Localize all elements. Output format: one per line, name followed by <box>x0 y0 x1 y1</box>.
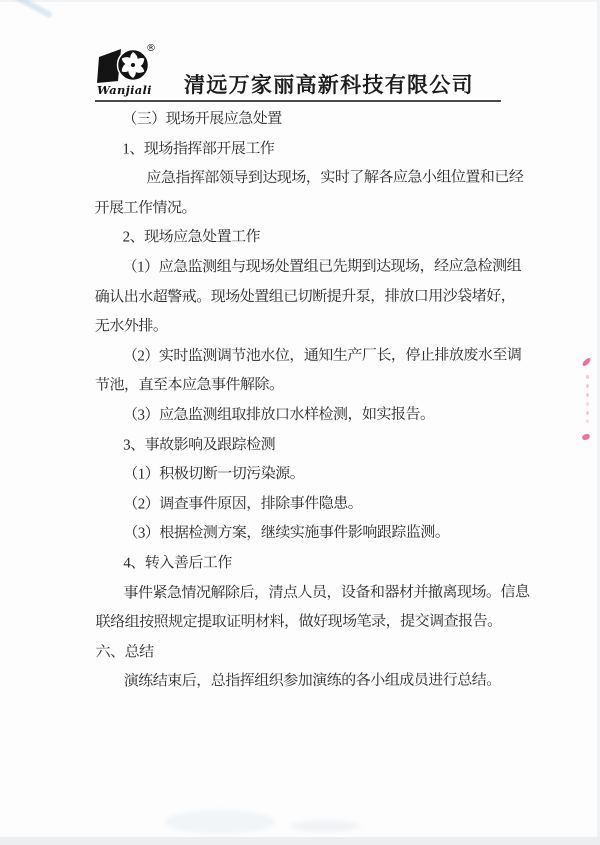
logo-script-text: Wanjiali <box>97 83 152 97</box>
text-line: 1、现场指挥部开展工作 <box>122 140 275 158</box>
scan-artifact-smudge <box>165 810 275 834</box>
stamp-fragment <box>581 432 591 442</box>
header-divider <box>95 100 501 102</box>
text-line: （三）现场开展应急处置 <box>122 111 282 128</box>
company-name: 清远万家丽高新科技有限公司 <box>184 74 474 97</box>
text-line: （3）应急监测组取排放口水样检测，如实报告。 <box>123 406 435 424</box>
red-stamp-edge-marks <box>582 355 594 447</box>
scan-artifact-smudge <box>290 820 360 832</box>
text-line: （1）积极切断一切污染源。 <box>123 466 305 483</box>
text-line: 4、转入善后工作 <box>123 555 232 572</box>
text-line: 节池，直至本应急事件解除。 <box>94 377 284 394</box>
text-line: （3）根据检测方案，继续实施事件影响跟踪监测。 <box>123 524 450 542</box>
text-line: 六、总结 <box>95 644 154 661</box>
scan-artifact-corner-mark <box>13 0 53 19</box>
text-line: （2）实时监测调节池水位，通知生产厂长，停止排放废水至调 <box>122 347 522 365</box>
text-line: 开展工作情况。 <box>94 200 197 217</box>
text-line: 3、事故影响及跟踪检测 <box>123 436 276 454</box>
stamp-fragment <box>586 419 589 423</box>
text-line: 事件紧急情况解除后，清点人员，设备和器材并撤离现场。信息 <box>123 583 530 601</box>
text-line: 联络组按照规定提取证明材料，做好现场笔录，提交调查报告。 <box>95 613 502 631</box>
text-line: 演练结束后，总指挥组织参加演练的各小组成员进行总结。 <box>123 672 501 690</box>
stamp-fragment <box>586 402 589 406</box>
stamp-fragment <box>581 357 591 368</box>
text-line: （2）调查事件原因，排除事件隐患。 <box>123 495 363 513</box>
scan-edge-bottom <box>0 837 600 845</box>
document-body <box>94 104 530 697</box>
text-line: 确认出水超警戒。现场处置组已切断提升泵，排放口用沙袋堵好， <box>94 288 516 306</box>
text-line: 2、现场应急处置工作 <box>122 229 261 246</box>
stamp-fragment <box>586 393 589 397</box>
stamp-fragment <box>586 411 589 415</box>
text-line: 无水外排。 <box>94 318 168 335</box>
scan-edge-top <box>0 0 600 2</box>
wanjiali-emblem-icon <box>96 44 152 84</box>
stamp-fragment <box>586 384 589 388</box>
stamp-fragment <box>586 375 589 379</box>
text-line: 应急指挥部领导到达现场，实时了解各应急小组位置和已经 <box>146 169 524 187</box>
registered-trademark-symbol: ® <box>146 43 156 54</box>
text-line: （1）应急监测组与现场处置组已先期到达现场，经应急检测组 <box>122 258 522 276</box>
